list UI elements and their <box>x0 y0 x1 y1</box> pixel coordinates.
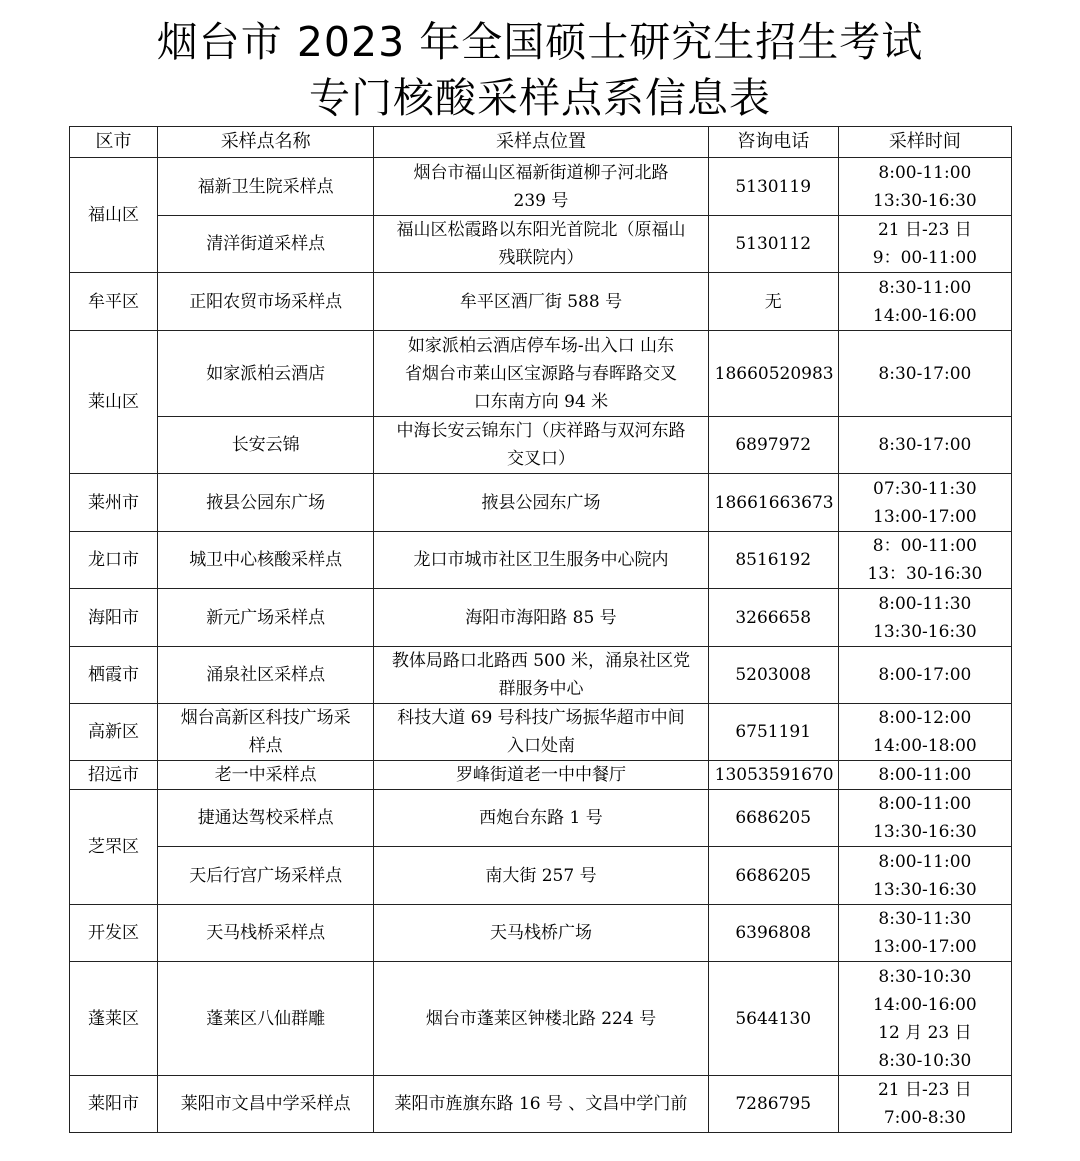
sampling-time-cell-line: 13:30-16:30 <box>873 621 977 642</box>
table-row <box>70 790 1012 847</box>
sampling-time-cell-line: 12 月 23 日 <box>878 1022 972 1043</box>
site-name-cell <box>158 905 374 962</box>
sampling-time-cell <box>838 273 1011 331</box>
table-row <box>70 847 1012 905</box>
header-site-location: 采样点位置 <box>374 127 708 158</box>
sampling-time-cell-line: 8:30-11:30 <box>878 909 972 929</box>
sampling-time-cell-line: 8:00-11:00 <box>878 162 972 183</box>
table-row <box>70 474 1012 532</box>
site-location-cell-line: 入口处南 <box>506 736 575 756</box>
table-row <box>70 273 1012 331</box>
table-row <box>70 905 1012 962</box>
sampling-time-cell <box>838 704 1011 761</box>
table-row <box>70 1076 1012 1133</box>
sampling-time-cell-line: 8:30-17:00 <box>878 363 972 384</box>
site-name-cell-line: 正阳农贸市场采样点 <box>189 291 343 312</box>
site-location-cell <box>374 417 708 474</box>
site-name-cell <box>158 331 374 417</box>
site-name-cell <box>158 589 374 647</box>
district-cell: 莱阳市 <box>70 1076 158 1133</box>
sampling-time-cell-line: 8:00-11:30 <box>878 593 972 614</box>
sampling-time-cell-line: 8:00-11:00 <box>878 765 972 785</box>
table-body <box>70 158 1012 1133</box>
sampling-time-cell <box>838 331 1011 417</box>
sampling-time-cell-line: 21 日-23 日 <box>877 1080 972 1100</box>
site-location-cell <box>374 1076 708 1133</box>
site-location-cell-line: 南大街 257 号 <box>485 865 597 886</box>
site-location-cell-line: 天马栈桥广场 <box>489 923 592 943</box>
site-name-cell <box>158 216 374 273</box>
sampling-time-cell-line: 8:30-11:00 <box>878 277 972 298</box>
site-location-cell-line: 罗峰街道老一中中餐厅 <box>455 765 626 785</box>
site-location-cell-line: 239 号 <box>513 190 569 211</box>
sampling-time-cell <box>838 790 1011 847</box>
table-row <box>70 417 1012 474</box>
district-cell: 开发区 <box>70 905 158 962</box>
site-location-cell-line: 残联院内） <box>498 248 584 268</box>
sampling-time-cell-line: 9：00-11:00 <box>872 248 977 268</box>
district-cell: 海阳市 <box>70 589 158 647</box>
site-location-cell-line: 口东南方向 94 米 <box>473 391 609 412</box>
district-cell: 福山区 <box>70 158 158 273</box>
table-row <box>70 158 1012 216</box>
site-location-cell-line: 如家派柏云酒店停车场-出入口 山东 <box>407 335 675 356</box>
phone-cell: 18661663673 <box>708 474 838 532</box>
site-location-cell <box>374 331 708 417</box>
site-location-cell <box>374 790 708 847</box>
sampling-time-cell-line: 13:30-16:30 <box>873 822 977 842</box>
sampling-time-cell <box>838 962 1011 1076</box>
district-cell: 高新区 <box>70 704 158 761</box>
district-cell: 芝罘区 <box>70 790 158 905</box>
sampling-time-cell-line: 8:30-10:30 <box>878 1050 972 1071</box>
sampling-time-cell-line: 14:00-18:00 <box>873 736 977 756</box>
site-name-cell-line: 天后行宫广场采样点 <box>189 865 343 886</box>
site-name-cell-line: 捷通达驾校采样点 <box>197 808 334 828</box>
phone-cell: 6686205 <box>708 847 838 905</box>
site-name-cell-line: 新元广场采样点 <box>206 607 326 628</box>
table-row <box>70 962 1012 1076</box>
sampling-time-cell-line: 13:00-17:00 <box>873 506 977 527</box>
sampling-time-cell-line: 8：00-11:00 <box>872 536 977 556</box>
phone-cell: 6897972 <box>708 417 838 474</box>
site-location-cell <box>374 589 708 647</box>
sampling-time-cell-line: 8:00-17:00 <box>878 665 972 685</box>
phone-cell: 13053591670 <box>708 761 838 790</box>
sampling-time-cell-line: 8:00-11:00 <box>878 851 972 872</box>
phone-cell: 3266658 <box>708 589 838 647</box>
sampling-time-cell <box>838 905 1011 962</box>
site-name-cell-line: 清洋街道采样点 <box>206 234 326 254</box>
site-name-cell <box>158 647 374 704</box>
phone-cell: 6396808 <box>708 905 838 962</box>
site-location-cell <box>374 474 708 532</box>
site-name-cell <box>158 1076 374 1133</box>
table-row <box>70 589 1012 647</box>
site-name-cell <box>158 790 374 847</box>
site-name-cell-line: 如家派柏云酒店 <box>206 363 326 384</box>
sampling-time-cell <box>838 761 1011 790</box>
site-location-cell-line: 群服务中心 <box>498 679 584 699</box>
site-location-cell-line: 烟台市福山区福新街道柳子河北路 <box>413 162 669 183</box>
sampling-time-cell <box>838 847 1011 905</box>
phone-cell: 5644130 <box>708 962 838 1076</box>
page-subtitle: 专门核酸采样点系信息表 <box>309 74 771 122</box>
sampling-time-cell-line: 13:00-17:00 <box>873 937 977 957</box>
site-name-cell <box>158 273 374 331</box>
site-location-cell-line: 中海长安云锦东门（庆祥路与双河东路 <box>396 421 686 441</box>
table-row <box>70 761 1012 790</box>
site-location-cell-line: 科技大道 69 号科技广场振华超市中间 <box>397 708 685 728</box>
district-cell: 龙口市 <box>70 532 158 589</box>
site-name-cell-line: 涌泉社区采样点 <box>206 665 326 685</box>
site-name-cell-line: 莱阳市文昌中学采样点 <box>180 1094 351 1114</box>
site-location-cell <box>374 532 708 589</box>
phone-cell: 7286795 <box>708 1076 838 1133</box>
site-location-cell-line: 西炮台东路 1 号 <box>479 808 603 828</box>
phone-cell: 8516192 <box>708 532 838 589</box>
sampling-time-cell <box>838 474 1011 532</box>
phone-cell: 无 <box>708 273 838 331</box>
page-title: 烟台市 2023 年全国硕士研究生招生考试 <box>156 18 924 66</box>
sampling-time-cell-line: 14:00-16:00 <box>873 994 977 1015</box>
district-cell: 牟平区 <box>70 273 158 331</box>
sampling-time-cell <box>838 589 1011 647</box>
site-location-cell <box>374 647 708 704</box>
district-cell: 莱州市 <box>70 474 158 532</box>
site-location-cell-line: 烟台市蓬莱区钟楼北路 224 号 <box>425 1008 657 1029</box>
sampling-time-cell-line: 8:30-17:00 <box>878 435 972 455</box>
site-name-cell <box>158 704 374 761</box>
site-name-cell-line: 老一中采样点 <box>214 765 317 785</box>
site-name-cell-line: 烟台高新区科技广场采 <box>180 708 351 728</box>
district-cell: 蓬莱区 <box>70 962 158 1076</box>
site-name-cell <box>158 158 374 216</box>
phone-cell: 5203008 <box>708 647 838 704</box>
sampling-time-cell-line: 21 日-23 日 <box>877 220 972 240</box>
header-time: 采样时间 <box>838 127 1011 158</box>
sampling-time-cell-line: 13：30-16:30 <box>867 564 983 584</box>
sampling-time-cell-line: 8:30-10:30 <box>878 966 972 987</box>
site-location-cell-line: 教体局路口北路西 500 米，涌泉社区党 <box>391 651 691 671</box>
phone-cell: 18660520983 <box>708 331 838 417</box>
phone-cell: 6686205 <box>708 790 838 847</box>
site-location-cell-line: 交叉口） <box>506 449 575 469</box>
sampling-time-cell <box>838 158 1011 216</box>
site-name-cell <box>158 962 374 1076</box>
sampling-time-cell <box>838 1076 1011 1133</box>
site-location-cell <box>374 905 708 962</box>
site-name-cell-line: 蓬莱区八仙群雕 <box>206 1008 326 1029</box>
site-location-cell <box>374 761 708 790</box>
table-row <box>70 331 1012 417</box>
header-phone: 咨询电话 <box>708 127 838 158</box>
site-location-cell-line: 牟平区酒厂街 588 号 <box>459 291 623 312</box>
site-location-cell-line: 福山区松霞路以东阳光首院北（原福山 <box>396 220 686 240</box>
site-name-cell-line: 天马栈桥采样点 <box>206 923 326 943</box>
site-name-cell <box>158 474 374 532</box>
table-row <box>70 216 1012 273</box>
site-location-cell <box>374 216 708 273</box>
phone-cell: 5130112 <box>708 216 838 273</box>
site-name-cell <box>158 417 374 474</box>
site-location-cell <box>374 962 708 1076</box>
site-location-cell-line: 龙口市城市社区卫生服务中心院内 <box>413 550 669 570</box>
table-row <box>70 704 1012 761</box>
site-location-cell <box>374 158 708 216</box>
site-location-cell-line: 掖县公园东广场 <box>481 492 601 513</box>
sampling-site-table <box>69 126 1012 1133</box>
district-cell: 招远市 <box>70 761 158 790</box>
sampling-time-cell <box>838 532 1011 589</box>
title-block <box>0 14 1080 126</box>
site-name-cell <box>158 761 374 790</box>
table-row <box>70 532 1012 589</box>
site-location-cell <box>374 704 708 761</box>
district-cell: 莱山区 <box>70 331 158 474</box>
site-location-cell <box>374 847 708 905</box>
site-location-cell-line: 莱阳市旌旗东路 16 号 、文昌中学门前 <box>394 1094 688 1114</box>
table-header-row <box>70 127 1012 158</box>
table-row <box>70 647 1012 704</box>
sampling-time-cell-line: 07:30-11:30 <box>873 478 977 499</box>
site-location-cell <box>374 273 708 331</box>
site-name-cell <box>158 847 374 905</box>
site-location-cell-line: 省烟台市莱山区宝源路与春晖路交叉 <box>404 363 677 384</box>
sampling-time-cell <box>838 647 1011 704</box>
site-name-cell <box>158 532 374 589</box>
header-district: 区市 <box>70 127 158 158</box>
site-name-cell-line: 城卫中心核酸采样点 <box>189 550 343 570</box>
sampling-time-cell <box>838 216 1011 273</box>
site-name-cell-line: 福新卫生院采样点 <box>197 176 334 197</box>
site-name-cell-line: 掖县公园东广场 <box>206 492 326 513</box>
sampling-time-cell-line: 7:00-8:30 <box>883 1108 966 1128</box>
sampling-time-cell-line: 8:00-11:00 <box>878 794 972 814</box>
sampling-time-cell-line: 13:30-16:30 <box>873 879 977 900</box>
sampling-time-cell-line: 13:30-16:30 <box>873 190 977 211</box>
site-name-cell-line: 长安云锦 <box>231 435 300 455</box>
district-cell: 栖霞市 <box>70 647 158 704</box>
site-name-cell-line: 样点 <box>248 736 283 756</box>
sampling-time-cell-line: 8:00-12:00 <box>878 708 972 728</box>
header-site-name: 采样点名称 <box>158 127 374 158</box>
phone-cell: 5130119 <box>708 158 838 216</box>
site-location-cell-line: 海阳市海阳路 85 号 <box>465 607 617 628</box>
phone-cell: 6751191 <box>708 704 838 761</box>
sampling-time-cell <box>838 417 1011 474</box>
sampling-time-cell-line: 14:00-16:00 <box>873 305 977 326</box>
